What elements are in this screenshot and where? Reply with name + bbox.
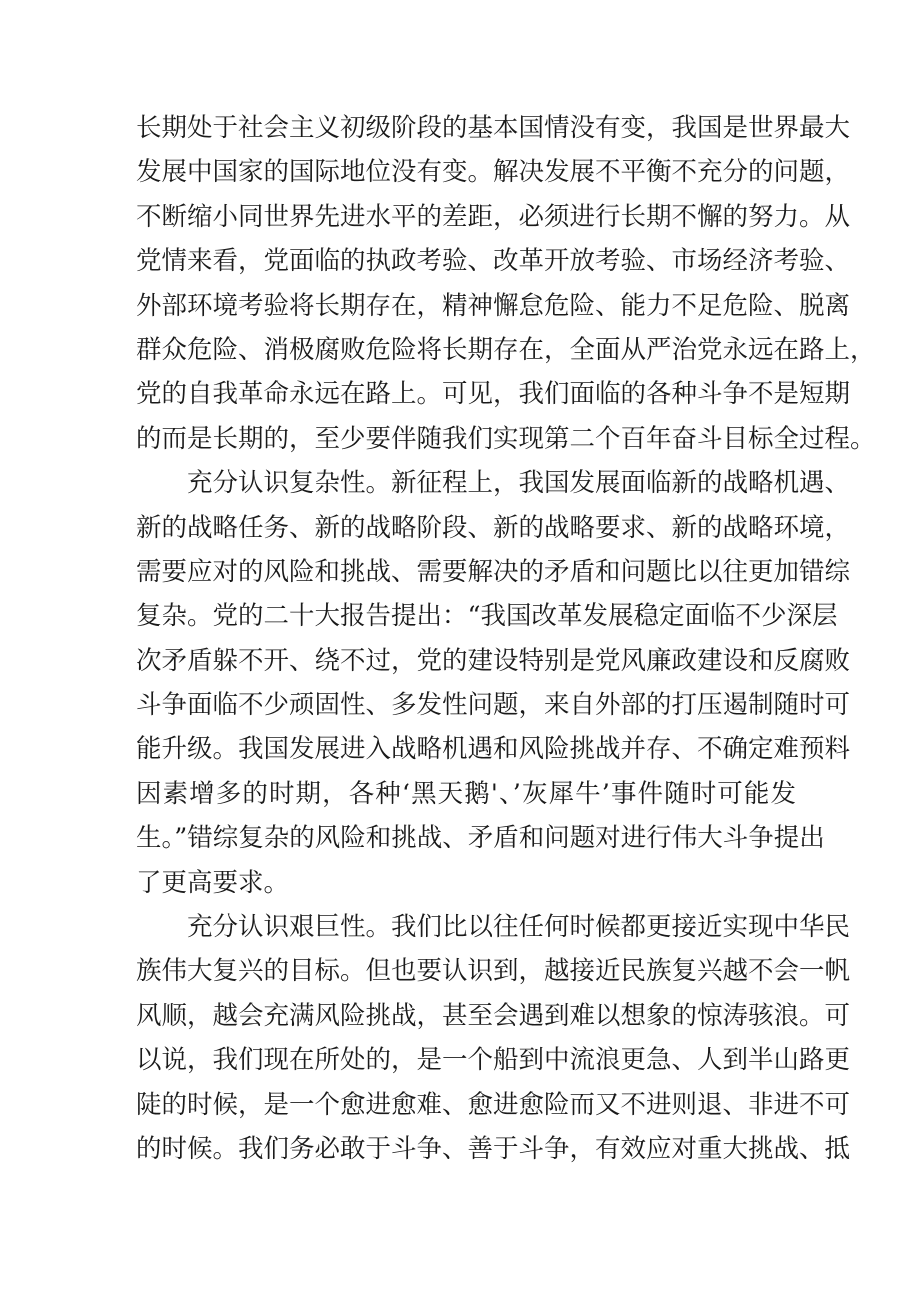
text-line: 群众危险、消极腐败危险将长期存在，全面从严治党永远在路上， [136,334,876,365]
text-line: 以说，我们现在所处的，是一个船到中流浪更急、人到半山路更 [136,1045,851,1076]
text-line: 的而是长期的，至少要伴随我们实现第二个百年奋斗目标全过程。 [136,423,876,454]
text-line: 不断缩小同世界先进水平的差距，必须进行长期不懈的努力。从 [136,201,851,232]
text-line: 次矛盾躲不开、绕不过，党的建设特别是党风廉政建设和反腐败 [136,645,851,676]
text-line: 族伟大复兴的目标。但也要认识到，越接近民族复兴越不会一帆 [136,956,851,987]
text-line: 充分认识艰巨性。我们比以往任何时候都更接近实现中华民 [187,912,851,943]
text-line: 长期处于社会主义初级阶段的基本国情没有变，我国是世界最大 [136,113,851,143]
text-line: 发展中国家的国际地位没有变。解决发展不平衡不充分的问题， [136,157,851,188]
text-line: 党情来看，党面临的执政考验、改革开放考验、市场经济考验、 [136,246,851,277]
text-line: 能升级。我国发展进入战略机遇和风险挑战并存、不确定难预料 [136,734,851,765]
text-line: 复杂。党的二十大报告提出：“我国改革发展稳定面临不少深层 [136,601,838,632]
text-line: 需要应对的风险和挑战、需要解决的矛盾和问题比以往更加错综 [136,556,851,587]
text-line: 生。”错综复杂的风险和挑战、矛盾和问题对进行伟大斗争提出 [136,823,825,854]
text-line: 因素增多的时期，各种‘黑天鹅'、’灰犀牛’事件随时可能发 [136,778,796,809]
document-body [136,106,876,1171]
text-line: 陡的时候，是一个愈进愈难、愈进愈险而又不进则退、非进不可 [136,1089,851,1120]
text-line: 风顺，越会充满风险挑战，甚至会遇到难以想象的惊涛骇浪。可 [136,1000,851,1031]
text-line: 充分认识复杂性。新征程上，我国发展面临新的战略机遇、 [187,468,851,499]
text-line: 的时候。我们务必敢于斗争、善于斗争，有效应对重大挑战、抵 [136,1133,851,1164]
text-line: 了更高要求。 [136,867,290,898]
paragraph-1 [136,106,876,461]
paragraph-2 [136,461,851,905]
text-line: 外部环境考验将长期存在，精神懈怠危险、能力不足危险、脱离 [136,290,851,321]
paragraph-3 [136,905,851,1171]
text-line: 斗争面临不少顽固性、多发性问题，来自外部的打压遏制随时可 [136,690,851,721]
text-line: 新的战略任务、新的战略阶段、新的战略要求、新的战略环境， [136,512,851,543]
text-line: 党的自我革命永远在路上。可见，我们面临的各种斗争不是短期 [136,379,851,410]
